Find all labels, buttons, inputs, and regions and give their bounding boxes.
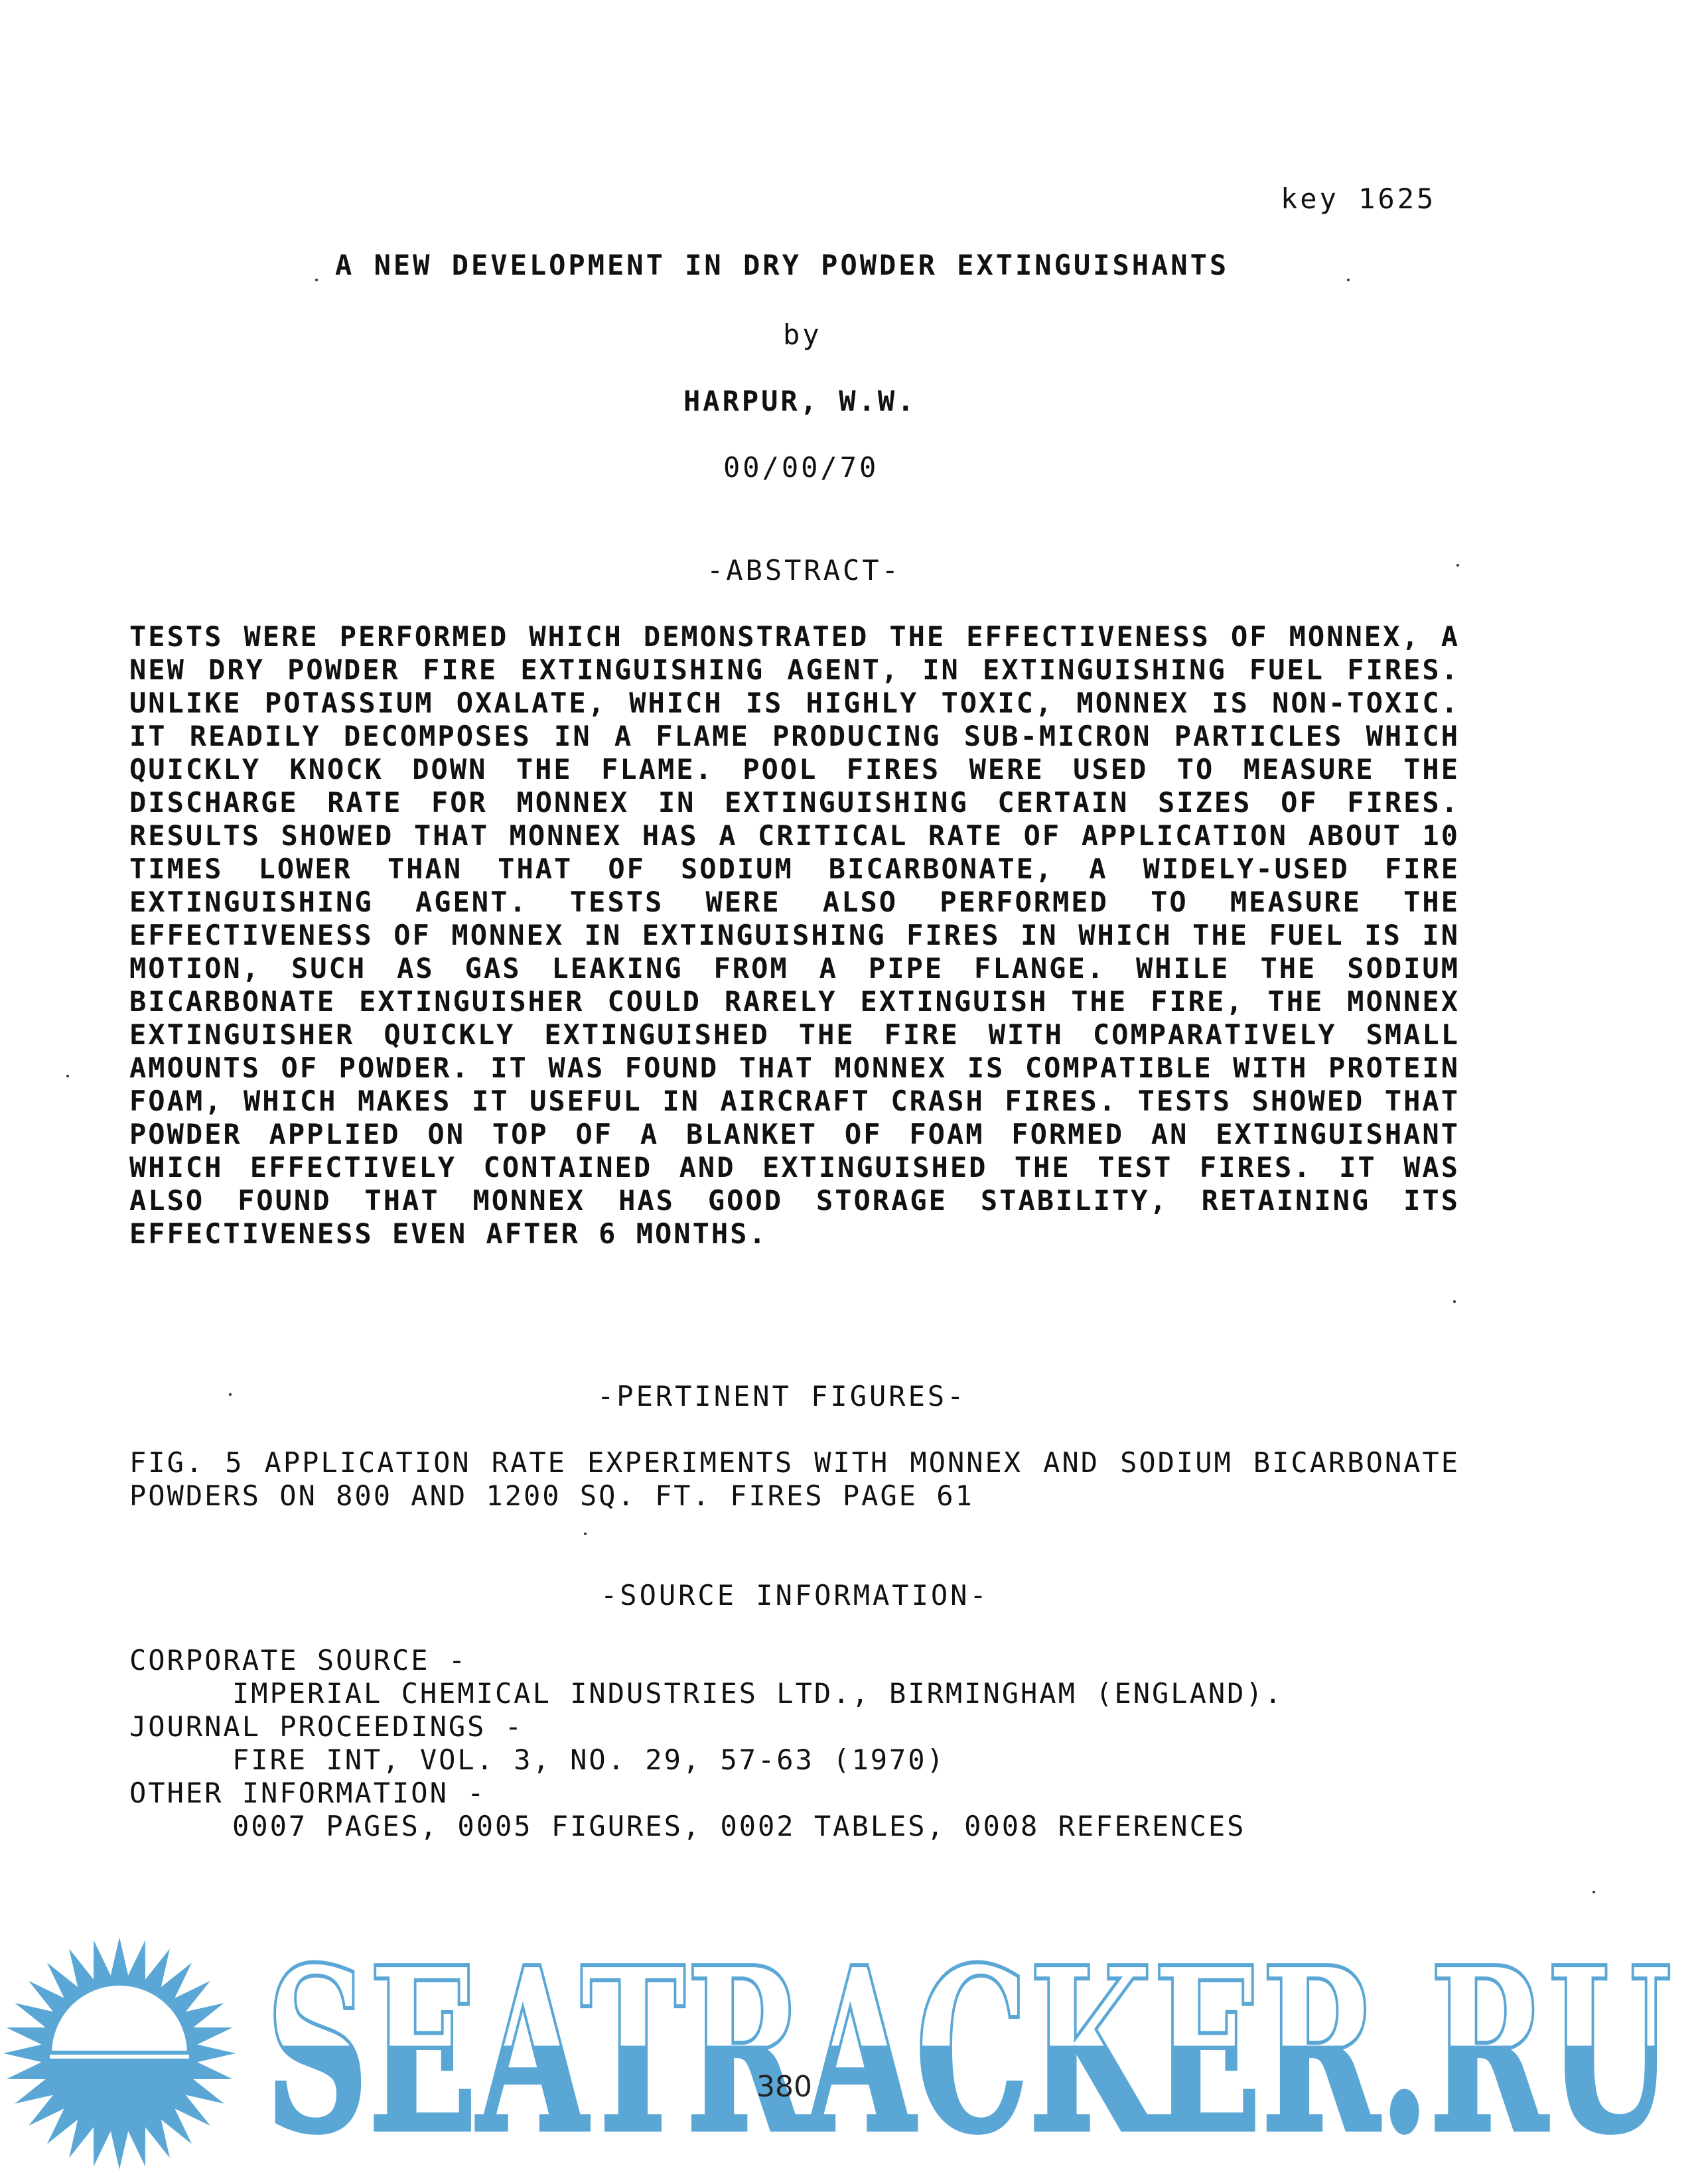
scan-speck (66, 1075, 69, 1077)
watermark (0, 1924, 1698, 2184)
other-info-label: OTHER INFORMATION - (129, 1777, 486, 1809)
abstract-heading: -ABSTRACT- (707, 554, 901, 586)
date: 00/00/70 (723, 451, 879, 484)
other-info-value: 0007 PAGES, 0005 FIGURES, 0002 TABLES, 0008 REFERENCES (232, 1810, 1246, 1842)
scan-speck (1347, 279, 1350, 281)
scan-speck (229, 1393, 232, 1396)
scan-speck (1592, 1891, 1595, 1893)
watermark-text: SEATRACKER.RU (265, 1924, 1672, 2183)
page-number: 380 (756, 2070, 812, 2104)
figures-text: FIG. 5 APPLICATION RATE EXPERIMENTS WITH MONNEX AND SODIUM BICARBONATE POWDERS ON 800 AND 1200 SQ. FT. FIRES PAGE 61 (129, 1446, 1460, 1512)
document-title: A NEW DEVELOPMENT IN DRY POWDER EXTINGUISHANTS (335, 249, 1230, 281)
byline-by: by (783, 318, 822, 351)
author: HARPUR, W.W. (683, 385, 917, 417)
figures-heading: -PERTINENT FIGURES- (597, 1380, 967, 1412)
corporate-source-label: CORPORATE SOURCE - (129, 1644, 468, 1676)
abstract-text: TESTS WERE PERFORMED WHICH DEMONSTRATED THE EFFECTIVENESS OF MONNEX, A NEW DRY POWDER FIRE EXTINGUISHING AGENT, IN EXTINGUISHING FUEL FIRES. UNLIKE POTASSIUM OXALATE, WHICH IS HIGHLY TOXIC, MONNEX IS NON-TOXIC. IT READILY DECOMPOSES IN A FLAME PRODUCING SUB-MICRON PARTICLES WHICH QUICKLY KNOCK DOWN THE FLAME. POOL FIRES WERE USED TO MEASURE THE DISCHARGE RATE FOR MONNEX IN EXTINGUISHING CERTAIN SIZES OF FIRES. RESULTS SHOWED THAT MONNEX HAS A CRITICAL RATE OF APPLICATION ABOUT 10 TIMES LOWER THAN THAT OF SODIUM BICARBONATE, A WIDELY-USED FIRE EXTINGUISHING AGENT. TESTS WERE ALSO PERFORMED TO MEASURE THE EFFECTIVENESS OF MONNEX IN EXTINGUISHING FIRES IN WHICH THE FUEL IS IN MOTION, SUCH AS GAS LEAKING FROM A PIPE FLANGE. WHILE THE SODIUM BICARBONATE EXTINGUISHER COULD RARELY EXTINGUISH THE FIRE, THE MONNEX EXTINGUISHER QUICKLY EXTINGUISHED THE FIRE WITH COMPARATIVELY SMALL AMOUNTS OF POWDER. IT WAS FOUND THAT MONNEX IS COMPATIBLE WITH PROTEIN FOAM, WHICH MAKES IT USEFUL IN AIRCRAFT CRASH FIRES. TESTS SHOWED THAT POWDER APPLIED ON TOP OF A BLANKET OF FOAM FORMED AN EXTINGUISHANT WHICH EFFECTIVELY CONTAINED AND EXTINGUISHED THE TEST FIRES. IT WAS ALSO FOUND THAT MONNEX HAS GOOD STORAGE STABILITY, RETAINING ITS EFFECTIVENESS EVEN AFTER 6 MONTHS. (129, 620, 1460, 1250)
sun-logo-icon (3, 1937, 236, 2169)
source-heading: -SOURCE INFORMATION- (601, 1579, 989, 1611)
scan-speck (315, 279, 318, 281)
document-key: key 1625 (1281, 182, 1437, 215)
scan-speck (1453, 1300, 1456, 1303)
scan-speck (584, 1533, 587, 1535)
journal-value: FIRE INT, VOL. 3, NO. 29, 57-63 (1970) (232, 1743, 946, 1776)
journal-label: JOURNAL PROCEEDINGS - (129, 1710, 524, 1743)
corporate-source-value: IMPERIAL CHEMICAL INDUSTRIES LTD., BIRMINGHAM (ENGLAND). (232, 1677, 1284, 1710)
scan-speck (1456, 564, 1459, 567)
